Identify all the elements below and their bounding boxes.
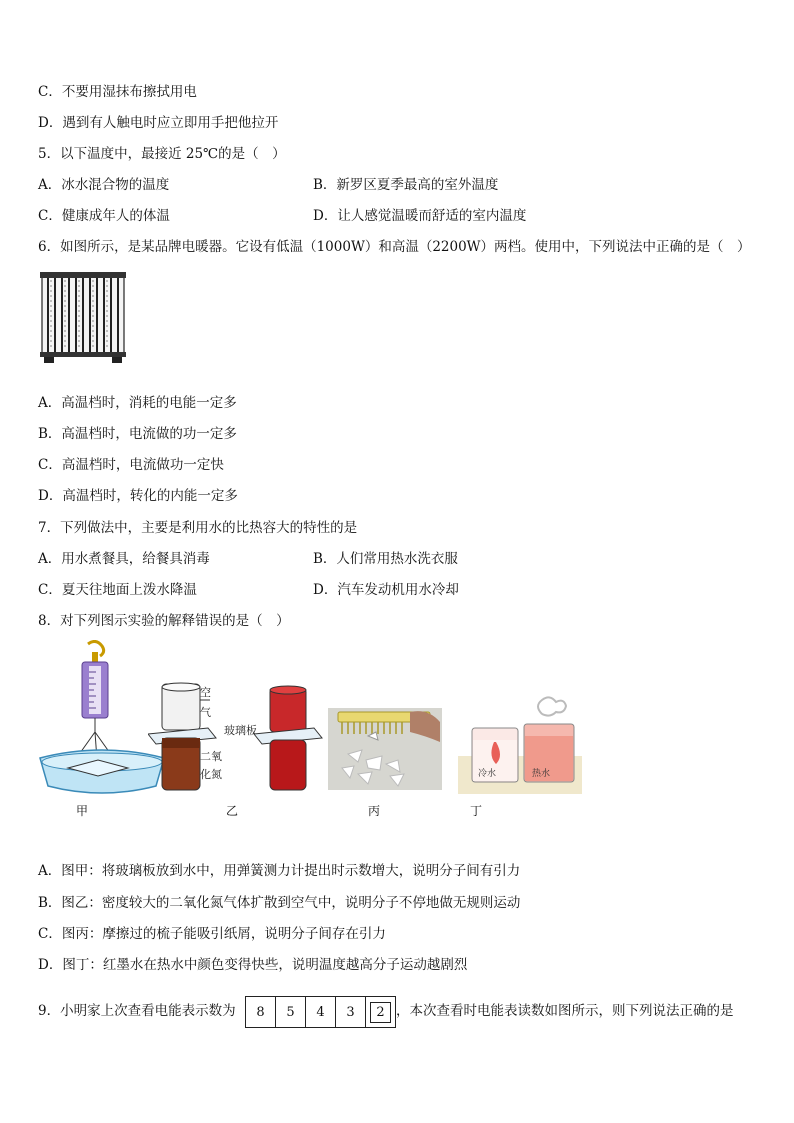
meter-digit: 8 xyxy=(246,997,276,1027)
meter-digit: 4 xyxy=(306,997,336,1027)
label-no2-2: 化氮 xyxy=(200,768,222,781)
figure-ding-ink-diffusion xyxy=(458,694,582,794)
q8-option-b: B．图乙：密度较大的二氧化氮气体扩散到空气中，说明分子不停地做无规则运动 xyxy=(38,895,521,911)
q7-option-a: A．用水煮餐具，给餐具消毒 xyxy=(38,551,210,567)
energy-meter-reading xyxy=(245,996,396,1028)
figure-bing-comb-paper xyxy=(328,708,442,790)
q6-option-d: D．高温档时，转化的内能一定多 xyxy=(38,488,238,504)
meter-digit: 5 xyxy=(276,997,306,1027)
q9-stem-before: 9．小明家上次查看电能表示数为 xyxy=(38,1003,236,1019)
q8-option-c: C．图丙：摩擦过的梳子能吸引纸屑，说明分子间存在引力 xyxy=(38,926,386,942)
label-hot-water: 热水 xyxy=(532,769,551,779)
q7-option-d: D．汽车发动机用水冷却 xyxy=(313,582,459,598)
meter-decimal-value: 2 xyxy=(370,1002,390,1023)
q5-option-a: A．冰水混合物的温度 xyxy=(38,177,170,193)
q6-option-a: A．高温档时，消耗的电能一定多 xyxy=(38,395,237,411)
q5-option-b: B．新罗区夏季最高的室外温度 xyxy=(313,177,499,193)
q4-option-d: D．遇到有人触电时应立即用手把他拉开 xyxy=(38,115,279,131)
q7-option-b: B．人们常用热水洗衣服 xyxy=(313,551,458,567)
q9-stem-after: ，本次查看时电能表读数如图所示，则下列说法正确的是 xyxy=(396,1003,734,1019)
q5-option-c: C．健康成年人的体温 xyxy=(38,208,170,224)
q4-option-c: C．不要用湿抹布擦拭用电 xyxy=(38,84,197,100)
label-glass-plate: 玻璃板 xyxy=(224,724,257,737)
q6-stem: 6．如图所示，是某品牌电暖器。它设有低温（1000W）和高温（2200W）两档。使用中，下列说法中正确的是（ ） xyxy=(38,239,751,255)
figure-label-bing: 丙 xyxy=(368,804,381,818)
q5-stem: 5．以下温度中，最接近 25℃的是（ ） xyxy=(38,146,286,162)
figure-yi-gas-diffusion xyxy=(148,682,330,794)
label-air-1: 空 xyxy=(200,686,211,699)
label-no2-1: 二氧 xyxy=(200,750,222,763)
figure-label-ding: 丁 xyxy=(470,804,483,818)
q7-stem: 7．下列做法中，主要是利用水的比热容大的特性的是 xyxy=(38,520,358,536)
electric-heater-figure xyxy=(38,268,130,366)
meter-digit: 3 xyxy=(336,997,366,1027)
q8-option-a: A．图甲：将玻璃板放到水中，用弹簧测力计提出时示数增大，说明分子间有引力 xyxy=(38,863,521,879)
q5-option-d: D．让人感觉温暖而舒适的室内温度 xyxy=(313,208,527,224)
q8-stem: 8．对下列图示实验的解释错误的是（ ） xyxy=(38,613,290,629)
label-air-2: 气 xyxy=(200,706,211,719)
label-cold-water: 冷水 xyxy=(478,769,497,779)
q6-option-b: B．高温档时，电流做的功一定多 xyxy=(38,426,237,442)
figure-label-yi: 乙 xyxy=(226,804,239,818)
q6-option-c: C．高温档时，电流做功一定快 xyxy=(38,457,224,473)
meter-decimal-digit xyxy=(366,997,395,1027)
q8-option-d: D．图丁：红墨水在热水中颜色变得快些，说明温度越高分子运动越剧烈 xyxy=(38,957,468,973)
figure-label-jia: 甲 xyxy=(76,804,89,818)
q7-option-c: C．夏天往地面上泼水降温 xyxy=(38,582,197,598)
